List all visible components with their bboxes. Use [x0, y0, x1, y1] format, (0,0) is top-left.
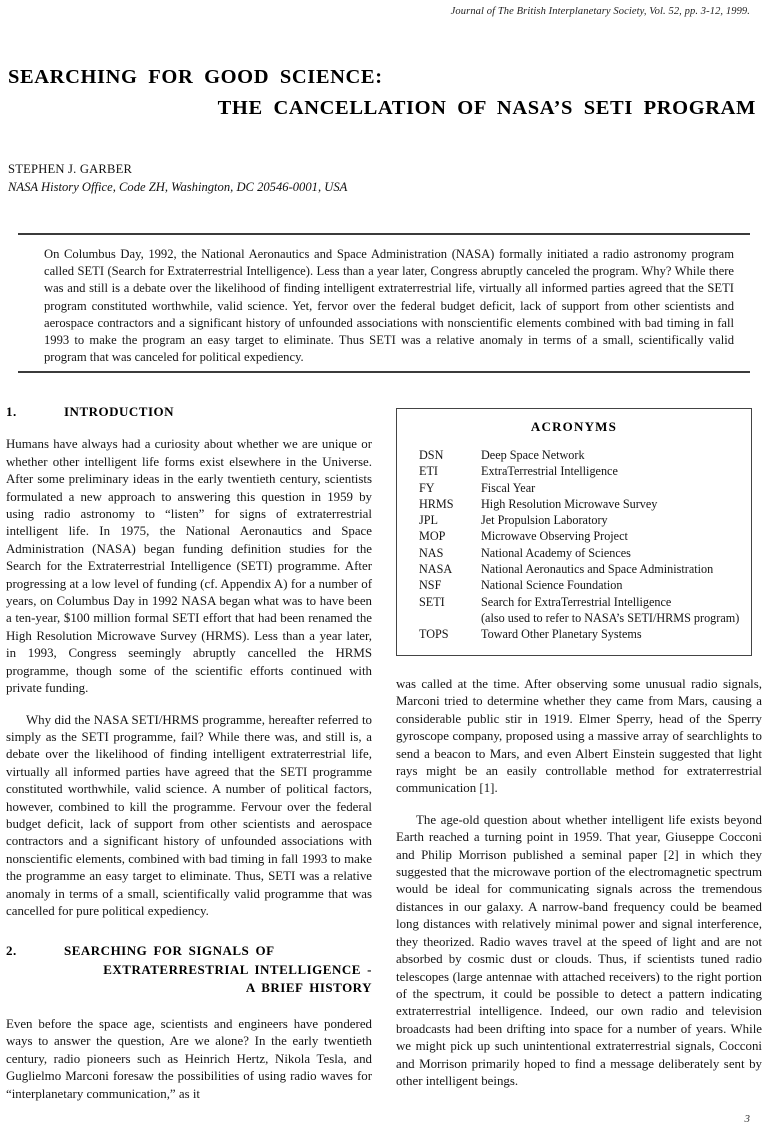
acronyms-box: [396, 408, 752, 656]
acronym-value: National Science Foundation: [481, 578, 623, 593]
paper-title: [8, 62, 756, 124]
paper-title-line-1: SEARCHING FOR GOOD SCIENCE:: [8, 66, 383, 88]
section-2-number: 2.: [6, 943, 17, 959]
acronym-entry: [397, 594, 751, 610]
author-affiliation: NASA History Office, Code ZH, Washington, DC 20546-0001, USA: [8, 180, 348, 194]
acronym-key: DSN: [419, 448, 444, 462]
acronym-key: NSF: [419, 578, 442, 593]
paper-title-line-2: THE CANCELLATION OF NASA’S SETI PROGRAM: [217, 97, 756, 119]
acronym-value: Deep Space Network: [481, 448, 585, 462]
acronym-entry: [397, 577, 751, 593]
acronym-entry: [397, 463, 751, 479]
acronym-key: MOP: [419, 529, 446, 544]
column-right: [396, 676, 762, 1090]
journal-running-head: Journal of The British Interplanetary Society, Vol. 52, pp. 3-12, 1999.: [450, 6, 750, 17]
acronym-key: TOPS: [419, 627, 449, 642]
acronyms-box-title: ACRONYMS: [530, 419, 618, 434]
acronym-value: High Resolution Microwave Survey: [481, 496, 658, 511]
section-1-number: 1.: [6, 404, 17, 419]
section-heading-1: [6, 403, 372, 420]
section-1-title: INTRODUCTION: [64, 404, 175, 419]
author-block: [8, 160, 347, 196]
acronym-entry: [397, 626, 751, 642]
acronym-value: Fiscal Year: [481, 480, 536, 495]
acronym-key: HRMS: [419, 496, 454, 511]
acronym-key: NAS: [419, 545, 444, 560]
acronym-value: Toward Other Planetary Systems: [481, 627, 642, 642]
acronym-entry: [397, 545, 751, 561]
page-number: 3: [744, 1113, 750, 1125]
acronym-key: JPL: [419, 513, 438, 528]
section-heading-2: [6, 942, 372, 998]
paragraph: Even before the space age, scientists and engineers have pondered ways to answer the question, Are we alone? In the early twentieth century, radio pioneers such as Heinrich Hertz, Nikola Tesla, and Guglielmo Marconi foresaw the possibilities of using radio waves for “interplanetary communication,” as it: [6, 1016, 372, 1101]
acronym-value: Search for ExtraTerrestrial Intelligence: [481, 594, 672, 609]
acronym-value: National Academy of Sciences: [481, 545, 631, 560]
acronym-entry: [397, 528, 751, 544]
acronym-key: ETI: [419, 464, 438, 479]
abstract-rule-bottom: [18, 371, 750, 373]
acronym-subnote: (also used to refer to NASA’s SETI/HRMS program): [481, 610, 740, 625]
abstract-text: On Columbus Day, 1992, the National Aeronautics and Space Administration (NASA) formally initiated a radio astronomy program called SETI (Search for Extraterrestrial Intelligence). Less than a year later, Congress abruptly canceled the program. Why? While there was and still is a debate over the likelihood of finding intelligent extraterrestrial life, virtually all informed parties agreed that the SETI program constituted worthwhile, valid science. Yet, fervor over the federal budget deficit, lack of support from other scientists and aerospace contractors and a significant history of unfounded associations with nonscientific elements combined with bad timing in fall 1993 to make the program an easy target to eliminate. Thus SETI was a relative anomaly in terms of a small, scientifically valid program that was canceled for political expediency.: [44, 247, 734, 365]
paragraph: The age-old question about whether intelligent life exists beyond Earth reached a turning point in 1959. That year, Giuseppe Cocconi and Philip Morrison published a seminal paper [2] in which they suggested that the microwave portion of the electromagnetic spectrum would be ideal for communicating signals across the tremendous distances in our galaxy. A narrow-band frequency could be beamed long distances with relatively minimal power and signal interference, they theorized. Radio waves travel at the speed of light and are not absorbed by cosmic dust or clouds. Thus, if scientists tuned radio telescopes (large antennae with attached receivers) to the right portion of the spectrum, it could be possible to detect a pattern indicating extraterrestrial intelligence. Indeed, our own radio and television broadcasts had been drifting into space for a number of years. While we might pick up such unintentional extraterrestrial signals, Cocconi and Morrison primarily hoped to find a message deliberately sent by other intelligent beings.: [396, 812, 762, 1088]
acronym-key: SETI: [419, 594, 445, 609]
acronym-key: NASA: [419, 562, 453, 577]
author-name: STEPHEN J. GARBER: [8, 162, 133, 176]
abstract-rule-top: [18, 233, 750, 235]
acronym-value: Microwave Observing Project: [481, 529, 628, 544]
acronym-key: FY: [419, 480, 435, 495]
paragraph: Why did the NASA SETI/HRMS programme, hereafter referred to simply as the SETI programme, fail? While there was, and still is, a debate over the likelihood of finding intelligent extraterrestrial life, virtually all informed parties have agreed that the SETI programme constituted worthwhile, valid science. A number of political factors, however, combined to kill the programme. Fervour over the federal budget deficit, lack of support from other scientists and aerospace contractors and a significant history of unfounded associations with nonscientific elements, combined with bad timing in fall 1993 to make the programme an easy target to eliminate. Thus, SETI was a relative anomaly in terms of a small, scientifically valid programme that was cancelled for pure political expediency.: [6, 712, 372, 918]
acronym-entry: [397, 512, 751, 528]
section-2-title-line-3: A BRIEF HISTORY: [245, 980, 372, 996]
section-2-title-line-1: SEARCHING FOR SIGNALS OF: [64, 943, 275, 959]
section-2-title-line-2: EXTRATERRESTRIAL INTELLIGENCE -: [103, 961, 372, 977]
column-left: [6, 403, 372, 1103]
acronym-entry: [397, 496, 751, 512]
acronym-value: ExtraTerrestrial Intelligence: [481, 464, 618, 479]
paragraph: Humans have always had a curiosity about whether we are unique or whether other intelligent life forms exist elsewhere in the Universe. After some preliminary ideas in the early twentieth century, scientists formulated a new approach to answering this question in 1959 by using radio astronomy to “listen” for signs of extraterrestrial intelligent life. In 1975, the National Aeronautics and Space Administration (NASA) began funding definition studies for the Search for the Extraterrestrial Intelligence (SETI) programme. After progressing at a low level of funding (cf. Appendix A) for a number of years, on Columbus Day in 1992 NASA began what was to have been a ten-year, $100 million formal SETI effort that had been renamed the High Resolution Microwave Survey (HRMS). Less than a year later, in 1993, Congress seemingly abruptly cancelled the HRMS programme, though some of the scientific efforts continued with private funding.: [6, 437, 372, 696]
acronym-value: Jet Propulsion Laboratory: [481, 513, 608, 528]
acronym-entry: [397, 561, 751, 577]
acronym-entry: [397, 480, 751, 496]
paragraph: was called at the time. After observing some unusual radio signals, Marconi tried to determine whether they came from Mars, causing a considerable public stir in 1919. Elmer Sperry, head of the Sperry gyroscope company, proposed using a massive array of searchlights to send a beacon to Mars, and even Albert Einstein suggested that light rays might be an easily controllable method for extraterrestrial communication [1].: [396, 677, 762, 796]
acronym-entry: [397, 447, 751, 463]
acronym-value: National Aeronautics and Space Administration: [481, 562, 714, 577]
